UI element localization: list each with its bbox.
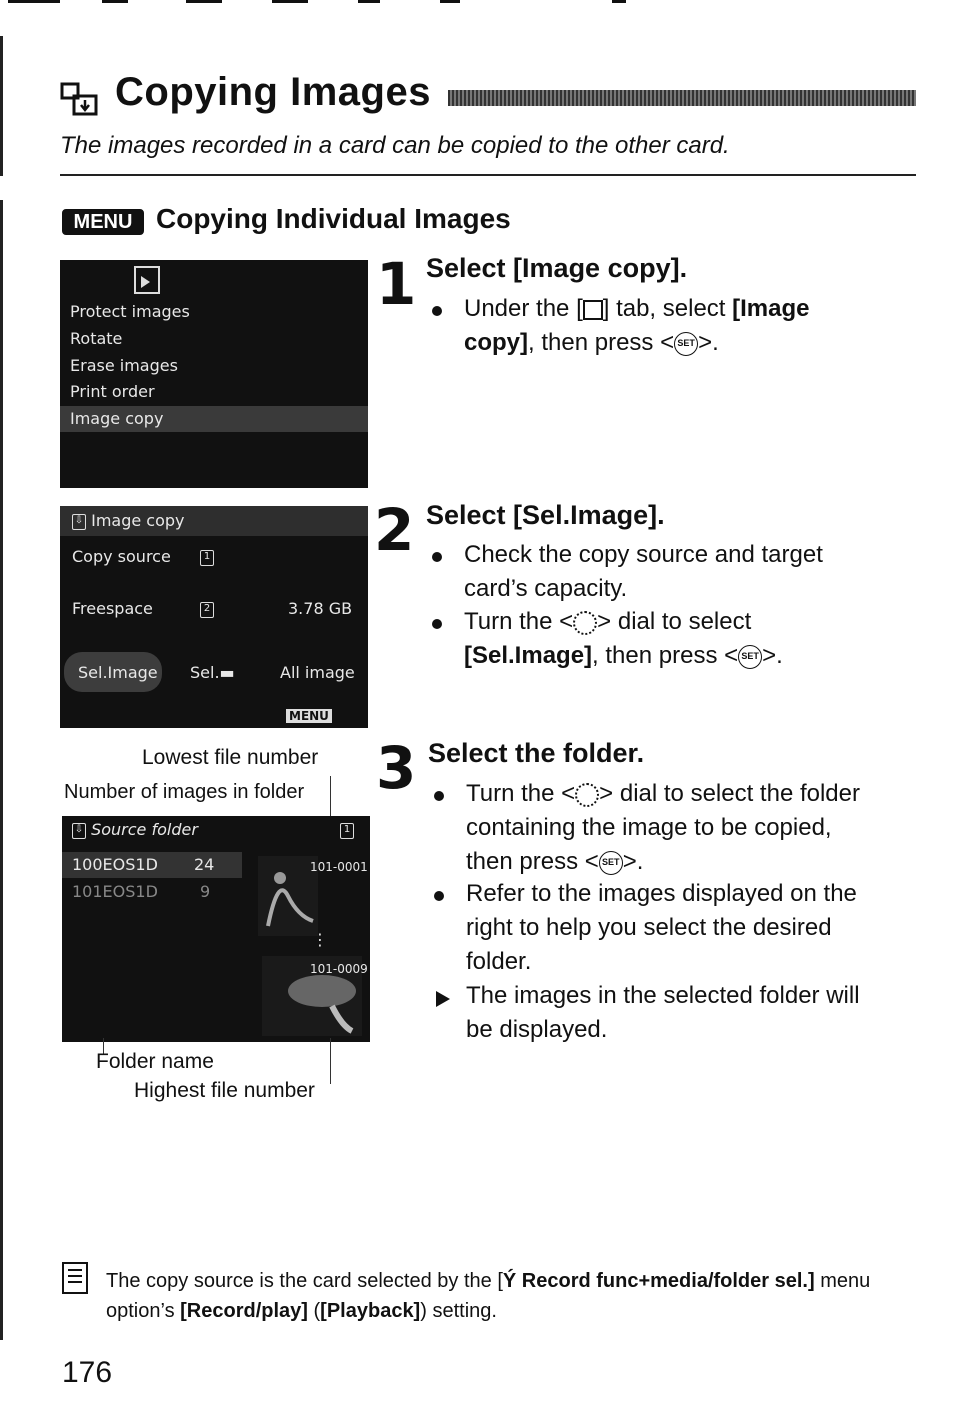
step-number-3: 3 <box>376 734 417 802</box>
step-1-bullet-1-line2 <box>464 326 719 360</box>
freespace-label: Freespace <box>72 599 153 618</box>
step-1-title: Select [Image copy]. <box>426 253 688 283</box>
screen-header-label: Image copy <box>91 511 185 530</box>
first-file-number: 101-0001 <box>310 860 368 874</box>
menu-item-erase: Erase images <box>70 356 178 375</box>
freespace-value: 3.78 GB <box>288 599 353 618</box>
bullet-dot <box>432 619 442 629</box>
folder-icon: ▬ <box>219 663 235 682</box>
text-run: > dial to select <box>597 608 752 635</box>
text-run: [Image <box>732 295 810 322</box>
step-3-result-line2: be displayed. <box>466 1016 608 1043</box>
caption-lowest-file: Lowest file number <box>142 746 319 769</box>
section-title: Copying Individual Images <box>156 203 511 234</box>
screen3-card <box>340 820 354 839</box>
caption-image-count: Number of images in folder <box>64 781 305 803</box>
text-run: > dial to select the folder <box>599 780 860 807</box>
set-button-icon: SET <box>599 851 623 875</box>
step-number-2: 2 <box>374 496 415 564</box>
step-3-bullet-2-line1: Refer to the images displayed on the <box>466 880 857 907</box>
freespace-card <box>200 599 214 618</box>
scan-mark <box>186 0 222 3</box>
scan-mark <box>358 0 380 3</box>
step-3-bullet-1-line3 <box>466 845 643 879</box>
card-1-icon: 1 <box>340 823 354 839</box>
text-run: Turn the < <box>466 780 576 807</box>
playback-tab-icon <box>583 300 603 320</box>
menu-back-label: MENU <box>286 709 332 723</box>
playback-copy-icon <box>60 80 100 116</box>
page-title: Copying Images <box>115 70 431 114</box>
folder-name-1: 100EOS1D <box>72 855 158 874</box>
text-run: menu option’s <box>106 1270 871 1322</box>
folder-count-2: 9 <box>200 882 211 901</box>
step-3-bullet-1-line1 <box>466 777 860 811</box>
step-3-bullet-2-line2: right to help you select the desired <box>466 914 832 941</box>
text-run: [Sel.Image] <box>464 642 593 669</box>
text-run: copy] <box>464 329 529 356</box>
text-run: ) setting. <box>420 1300 497 1322</box>
scan-mark <box>612 0 626 3</box>
camera-screen-source-folder <box>62 816 370 1042</box>
text-run: Turn the < <box>464 608 574 635</box>
screen-header <box>72 511 185 530</box>
bullet-dot <box>432 552 442 562</box>
option-sel-folder <box>190 663 235 682</box>
text-run: >. <box>622 848 644 875</box>
setup-icon: Ý <box>502 1270 517 1292</box>
option-sel-folder-label: Sel. <box>190 663 220 682</box>
step-3-title: Select the folder. <box>428 738 645 768</box>
ellipsis-vertical: ⋮ <box>312 930 328 949</box>
bullet-dot <box>434 791 444 801</box>
scan-mark <box>440 0 460 3</box>
copy-icon: ⇩ <box>72 514 86 530</box>
copy-source-label: Copy source <box>72 547 171 566</box>
quick-control-dial-icon <box>575 783 599 807</box>
bullet-dot <box>434 891 444 901</box>
quick-control-dial-icon <box>573 611 597 635</box>
intro-text: The images recorded in a card can be copied to the other card. <box>60 132 730 159</box>
menu-item-print-order: Print order <box>70 382 155 401</box>
text-run: ( <box>307 1300 321 1322</box>
last-file-number: 101-0009 <box>310 962 368 976</box>
title-decor-bar <box>448 90 916 106</box>
note-icon <box>62 1262 88 1294</box>
set-button-icon: SET <box>674 332 698 356</box>
caption-highest-file: Highest file number <box>134 1079 315 1102</box>
menu-item-protect: Protect images <box>70 302 190 321</box>
menu-badge: MENU <box>62 209 144 235</box>
copy-source-card <box>200 547 214 566</box>
card-1-icon: 1 <box>200 550 214 566</box>
text-run: Record func+media/folder sel.] <box>521 1270 815 1292</box>
bullet-dot <box>432 306 442 316</box>
step-2-bullet-1-line1: Check the copy source and target <box>464 541 823 568</box>
thumbnail-first <box>258 856 318 936</box>
camera-screen-image-copy <box>60 506 368 728</box>
step-3-bullet-2-line3: folder. <box>466 948 532 975</box>
playback-tab-icon <box>134 266 160 294</box>
folder-count-1: 24 <box>194 855 215 874</box>
step-3-bullet-1-line2: containing the image to be copied, <box>466 814 832 841</box>
folder-name-2: 101EOS1D <box>72 882 158 901</box>
scan-edge <box>0 36 3 176</box>
screen3-header <box>72 820 198 839</box>
text-run: , then press < <box>528 329 675 356</box>
screen3-header-label: Source folder <box>91 820 198 839</box>
text-run: then press < <box>466 848 599 875</box>
menu-item-rotate: Rotate <box>70 329 123 348</box>
step-2-title: Select [Sel.Image]. <box>426 500 665 530</box>
scan-mark <box>272 0 308 3</box>
scan-mark <box>102 0 128 3</box>
step-2-bullet-1-line2: card’s capacity. <box>464 575 628 602</box>
text-run: ] tab, select <box>602 295 733 322</box>
leader-line <box>330 776 331 820</box>
card-2-icon: 2 <box>200 602 214 618</box>
note-text <box>106 1266 916 1326</box>
text-run: [Playback] <box>320 1300 421 1322</box>
step-2-bullet-2-line2 <box>464 639 783 673</box>
step-1-bullet-1-line1 <box>464 292 810 326</box>
caption-folder-name: Folder name <box>96 1050 214 1073</box>
menu-item-image-copy: Image copy <box>70 409 164 428</box>
step-3-result-line1: The images in the selected folder will <box>466 982 860 1009</box>
text-run: [Record/play] <box>180 1300 308 1322</box>
option-all-image: All image <box>280 663 355 682</box>
step-2-bullet-2-line1 <box>464 605 751 639</box>
text-run: , then press < <box>592 642 739 669</box>
scan-mark <box>8 0 60 3</box>
text-run: The copy source is the card selected by the [ <box>106 1270 503 1292</box>
page-number: 176 <box>62 1356 113 1389</box>
text-run: >. <box>762 642 783 669</box>
text-run: Under the [ <box>464 295 583 322</box>
copy-icon: ⇩ <box>72 823 86 839</box>
divider <box>60 174 916 176</box>
text-run: >. <box>698 329 719 356</box>
set-button-icon: SET <box>738 645 762 669</box>
camera-screen-playback-menu <box>60 260 368 488</box>
option-sel-image: Sel.Image <box>78 663 158 682</box>
step-number-1: 1 <box>376 250 417 318</box>
scan-edge <box>0 200 3 1340</box>
result-arrow-icon <box>436 991 450 1007</box>
leader-line <box>330 1038 331 1084</box>
